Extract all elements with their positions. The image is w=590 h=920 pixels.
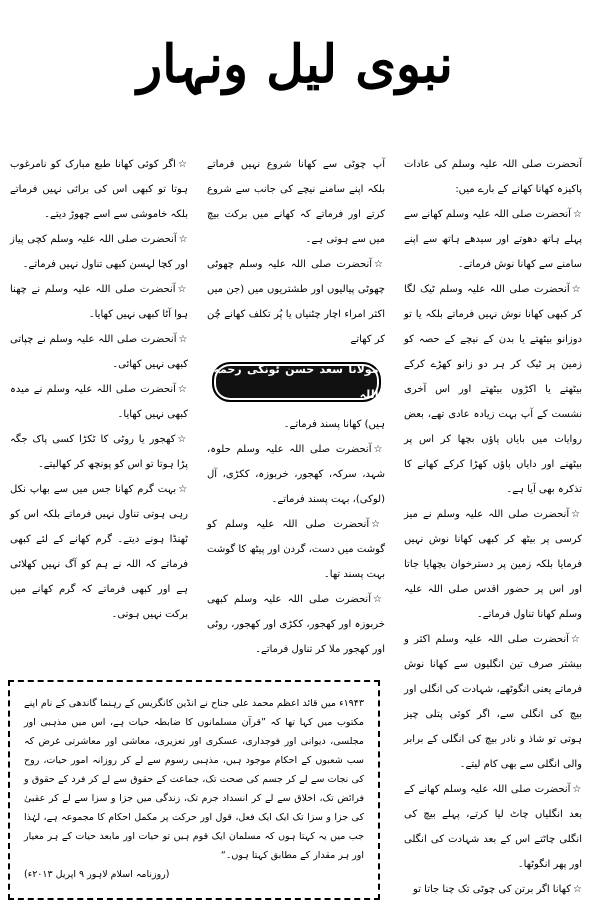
star-icon: ☆ bbox=[178, 334, 188, 345]
paragraph: ☆آنحضرت صلی اللہ علیہ وسلم کچی پیاز اور کچا لہسن کبھی تناول نہیں فرماتے۔ bbox=[10, 234, 188, 270]
quote-source: (روزنامہ اسلام لاہور ۹ اپریل ۲۰۱۳ء) bbox=[24, 869, 170, 880]
paragraph: ☆کھجور یا روٹی کا ٹکڑا کسی پاک جگہ پڑا ہوتا تو اس کو پونچھ کر کھالیتے۔ bbox=[10, 434, 188, 470]
paragraph: ☆آنحضرت صلی اللہ علیہ وسلم نے میدہ کبھی نہیں کھایا۔ bbox=[10, 384, 188, 420]
paragraph: ☆آنحضرت صلی اللہ علیہ وسلم اکثر و بیشتر صرف تین انگلیوں سے کھانا نوش فرماتے یعنی انگوٹھے، شہادت کی انگلی اور بیچ کی انگلی سے، اگر کوئی پتلی چیز ہوتی تو شاذ و نادر بیچ کی انگلی کے برابر والی انگلی سے بھی کام لیتے۔ bbox=[404, 634, 582, 770]
star-icon: ☆ bbox=[373, 444, 386, 455]
star-icon: ☆ bbox=[571, 284, 582, 295]
star-icon: ☆ bbox=[178, 484, 188, 495]
star-icon: ☆ bbox=[177, 284, 188, 295]
author-banner: مولانا سعد حسن ٹونکی رحمہ اللہ bbox=[213, 363, 379, 401]
star-icon: ☆ bbox=[371, 519, 385, 530]
paragraph: ☆آنحضرت صلی اللہ علیہ وسلم کبھی خربوزہ اور کھجور، ککڑی اور کھجور، روٹی اور کھجور ملا کر تناول فرماتے۔ bbox=[207, 594, 386, 655]
paragraph: ☆آنحضرت صلی اللہ علیہ وسلم کھانے سے پہلے ہاتھ دھوتے اور سیدھے ہاتھ سے اپنے سامنے سے کھانا نوش فرماتے۔ bbox=[404, 209, 583, 270]
star-icon: ☆ bbox=[372, 594, 386, 605]
page-title: نبوی لیل ونہار bbox=[137, 34, 453, 95]
paragraph: آپ چوٹی سے کھانا شروع نہیں فرماتے بلکہ اپنے سامنے نیچے کی جانب سے شروع کرتے اور فرماتے کہ کھانے میں برکت بیچ میں سے ہوتی ہے۔ bbox=[207, 159, 385, 245]
paragraph: ☆آنحضرت صلی اللہ علیہ وسلم کھانے کے بعد انگلیاں چاٹ لیا کرتے، پہلے بیچ کی انگلی چاٹتے اس کے بعد شہادت کی انگلی اور پھر انگوٹھا۔ bbox=[404, 784, 582, 870]
star-icon: ☆ bbox=[571, 509, 582, 520]
star-icon: ☆ bbox=[177, 434, 188, 445]
quote-box bbox=[8, 680, 380, 900]
paragraph: ہیں) کھانا پسند فرماتے۔ bbox=[283, 419, 385, 430]
paragraph: ☆آنحضرت صلی اللہ علیہ وسلم نے چپاتی کبھی نہیں کھائی۔ bbox=[10, 334, 188, 370]
star-icon: ☆ bbox=[374, 259, 385, 270]
paragraph: ☆آنحضرت صلی اللہ علیہ وسلم ٹیک لگا کر کبھی کھانا نوش نہیں فرماتے بلکہ یا تو دوزانو بیٹھتے یا بدن کے نیچے کے حصہ کو زمین پر ٹیک کر ہر دو زانو کھڑے کرکے بیٹھتے یا اکڑوں بیٹھتے اور اس آخری نشست کے آپ بہت زیادہ عادی تھے، بعض روایات میں بایاں پاؤں بچھا کر اس پر بیٹھنے اور دایاں پاؤں کھڑا کرکے کھانے کا تذکرہ بھی آیا ہے۔ bbox=[404, 284, 582, 495]
star-icon: ☆ bbox=[178, 234, 188, 245]
star-icon: ☆ bbox=[570, 634, 582, 645]
paragraph: ☆آنحضرت صلی اللہ علیہ وسلم نے چھنا ہوا آٹا کبھی نہیں کھایا۔ bbox=[10, 284, 188, 320]
column-right bbox=[404, 152, 583, 895]
paragraph: ☆اگر کوئی کھانا طبع مبارک کو نامرغوب ہوتا تو کبھی اس کی برائی نہیں فرماتے بلکہ خاموشی سے اسے چھوڑ دیتے۔ bbox=[10, 159, 188, 220]
star-icon: ☆ bbox=[572, 784, 582, 795]
star-icon: ☆ bbox=[572, 209, 583, 220]
star-icon: ☆ bbox=[177, 384, 188, 395]
paragraph: ☆آنحضرت صلی اللہ علیہ وسلم نے میز کرسی پر بیٹھ کر کبھی کھانا نوش نہیں فرمایا بلکہ زمین پر دسترخوان بچھایا جاتا اور اس پر حضور اقدس صلی اللہ علیہ وسلم کھانا تناول فرماتے۔ bbox=[404, 509, 582, 620]
star-icon: ☆ bbox=[177, 159, 188, 170]
paragraph: ☆آنحضرت صلی اللہ علیہ وسلم حلوہ، شہد، سرکہ، کھجور، خربوزہ، ککڑی، آل (لوکی)، بہت پسند فرماتے۔ bbox=[207, 444, 386, 505]
paragraph: ☆آنحضرت صلی اللہ علیہ وسلم کو گوشت میں دست، گردن اور پیٹھ کا گوشت بہت پسند تھا۔ bbox=[207, 519, 385, 580]
paragraph: آنحضرت صلی اللہ علیہ وسلم کی عادات پاکیزہ کھانا کھانے کے بارے میں: bbox=[404, 159, 582, 195]
quote-text: ۱۹۴۳ء میں قائد اعظم محمد علی جناح نے انڈین کانگریس کے رہنما گاندھی کے نام اپنے مکتوب میں کہا تھا کہ ”قرآن مسلمانوں کا ضابطہ حیات ہے، اس میں مذہبی اور مجلسی، دیوانی اور فوجداری، عسکری اور تعزیری، معاشی اور معاشرتی غرض کہ سب شعبوں کے احکام موجود ہیں، مذہبی رسوم سے لے کر روزانہ امور حیات، روح کی نجات سے لے کر جسم کی صحت تک، جماعت کے حقوق سے لے کر فرد کے حقوق و فرائض تک، اخلاق سے لے کر انسداد جرم تک، زندگی میں جزا و سزا سے لے کر عقبیٰ کی جزا و سزا تک ایک ایک فعل، قول اور حرکت پر مکمل احکام کا مجموعہ ہے، لہٰذا جب میں یہ کہتا ہوں کہ مسلمان ایک قوم ہیں تو حیات اور مابعد حیات کے ہر معیار اور ہر مقدار کے مطابق کہتا ہوں۔“ bbox=[24, 698, 364, 861]
star-icon: ☆ bbox=[573, 884, 582, 895]
paragraph: ☆بہت گرم کھانا جس میں سے بھاپ نکل رہی ہوتی تناول نہیں فرماتے بلکہ اس کو ٹھنڈا ہونے دیتے۔ گرم کھانے کے لئے کبھی فرماتے کہ اللہ نے ہم کو آگ نہیں کھلائی ہے اور کبھی فرماتے کہ گرم کھانے میں برکت نہیں ہوتی۔ bbox=[10, 484, 188, 620]
paragraph: ☆آنحضرت صلی اللہ علیہ وسلم چھوٹی چھوٹی پیالیوں اور طشتریوں میں (جن میں اکثر امراء اچار چٹنیاں یا پُر تکلف کھانے چُن کر کھاتے bbox=[207, 259, 385, 345]
paragraph: ☆کھانا اگر برتن کی چوٹی تک چنا جاتا تو bbox=[413, 884, 582, 895]
